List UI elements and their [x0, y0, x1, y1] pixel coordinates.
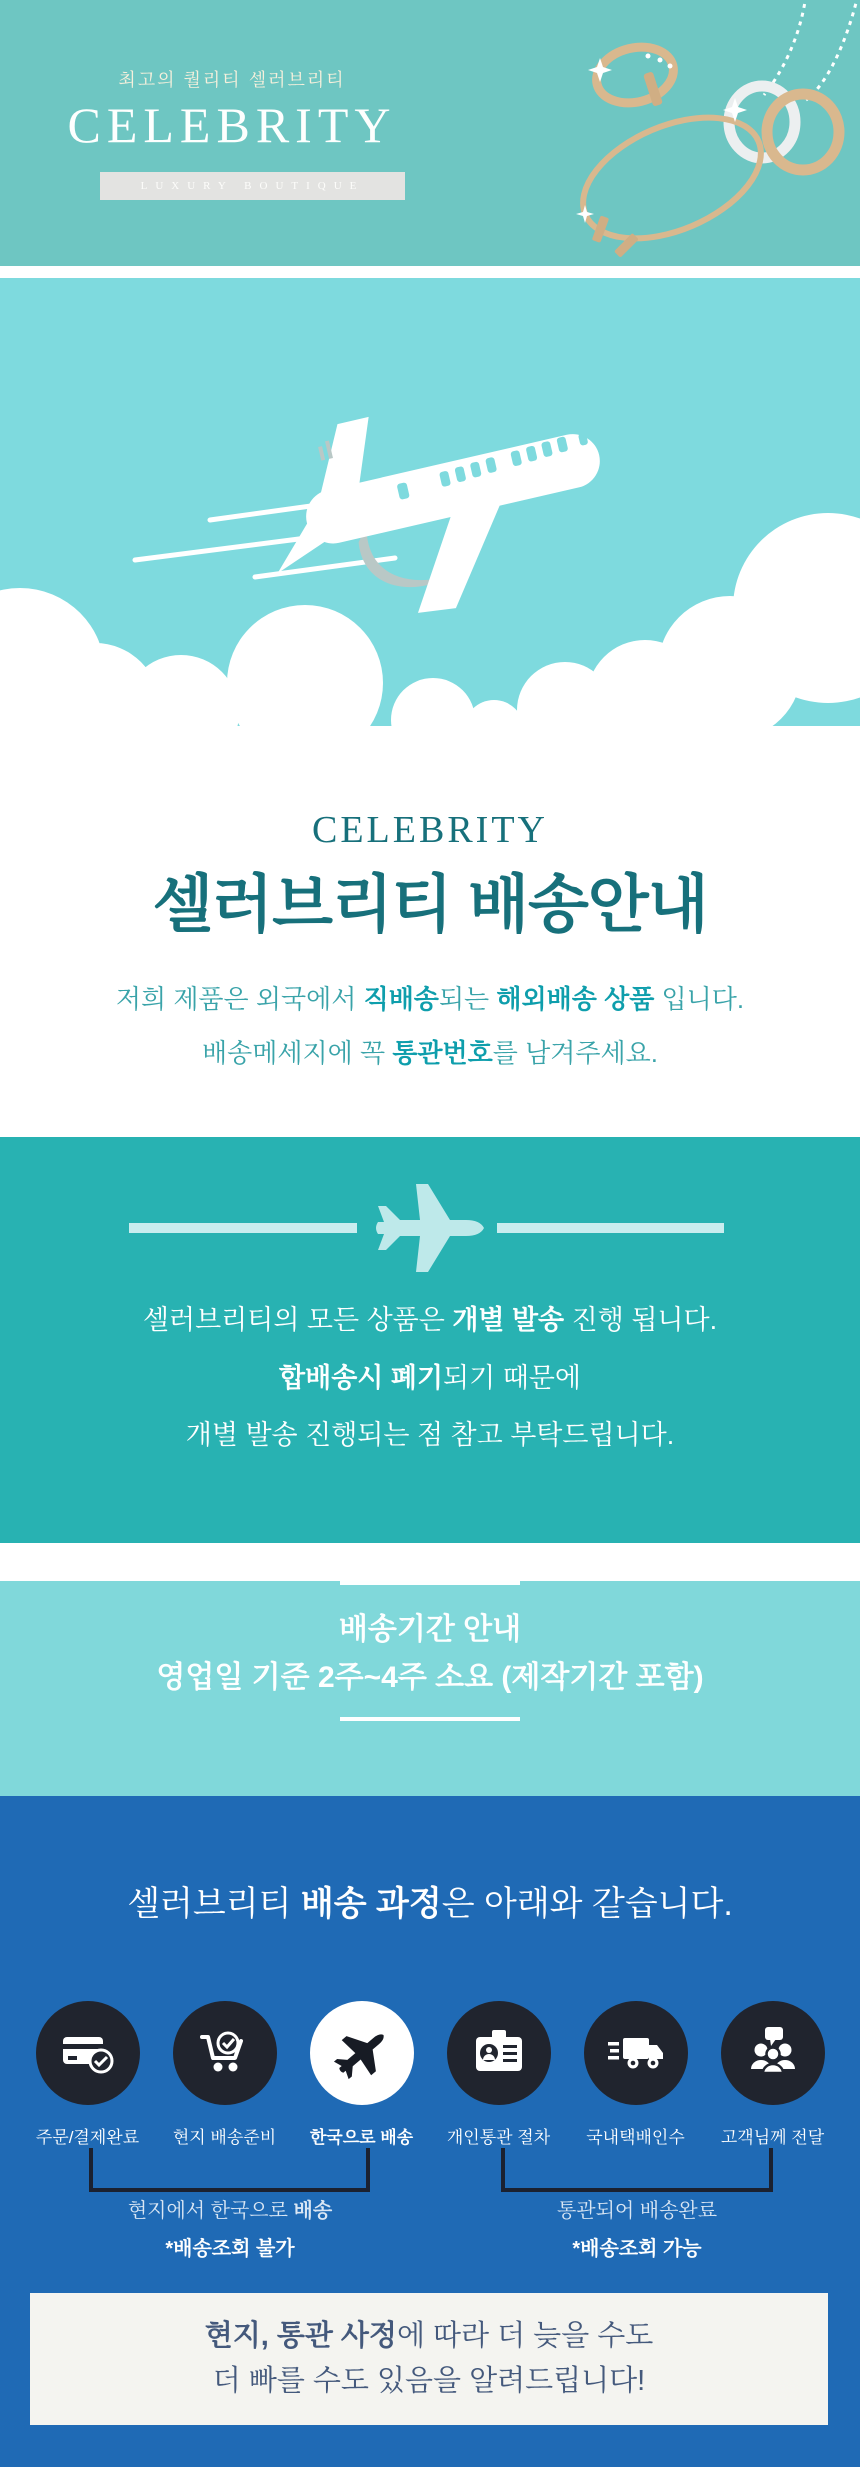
intro-paragraph-1: 저희 제품은 외국에서 직배송되는 해외배송 상품 입니다.: [115, 984, 745, 1014]
individual-line-3: 개별 발송 진행되는 점 참고 부탁드립니다.: [185, 1420, 675, 1450]
airplane-icon: [330, 2021, 394, 2085]
notice-line-1: 현지, 통관 사정에 따라 더 늦을 수도: [204, 2320, 654, 2352]
intro-paragraph-2: 배송메세지에 꼭 통관번호를 남겨주세요.: [202, 1038, 658, 1068]
diamond-ring: [591, 39, 680, 110]
step-label: 개인통관 절차: [446, 2128, 551, 2147]
process-steps: [0, 2001, 860, 2148]
people-chat-icon: [744, 2024, 802, 2082]
step-ship-to-korea: [310, 2001, 414, 2148]
individual-shipping-section: [0, 1137, 860, 1543]
delivery-notice-box: [30, 2293, 828, 2425]
brand-logo: CELEBRITY: [67, 97, 397, 153]
group1-note: *배송조회 불가: [165, 2238, 295, 2260]
period-heading: 배송기간 안내: [338, 1613, 522, 1646]
step-label: 한국으로 배송: [309, 2128, 414, 2147]
group1-caption: [50, 2198, 410, 2262]
step-label: 주문/결제완료: [35, 2128, 140, 2147]
airplane-icon: [376, 1184, 484, 1272]
airplane-divider: [0, 1137, 860, 1317]
airplane-sky-banner: [0, 278, 860, 790]
individual-line-1: 셀러브리티의 모든 상품은 개별 발송 진행 됩니다.: [142, 1305, 718, 1335]
intro-brand: CELEBRITY: [312, 809, 548, 851]
individual-shipping-text: [0, 1297, 860, 1458]
credit-card-check-icon: [59, 2024, 117, 2082]
delivery-period-section: [0, 1581, 860, 1796]
step-label: 국내택배인수: [586, 2128, 685, 2147]
step-domestic-courier: [584, 2001, 688, 2148]
notice-line-2: 더 빠를 수도 있음을 알려드립니다!: [212, 2365, 646, 2397]
brand-tagline: 최고의 퀄리티 셀러브리티: [118, 70, 346, 90]
group2-note: *배송조회 가능: [572, 2238, 702, 2260]
group2-caption: [457, 2198, 817, 2262]
divider-line: [340, 1717, 520, 1721]
gold-ring: [767, 94, 839, 170]
brand-badge: LUXURY BOUTIQUE: [100, 172, 405, 200]
delivery-process-section: [0, 1796, 860, 2467]
step-customs-clearance: [447, 2001, 551, 2148]
individual-line-2: 합배송시 폐기되기 때문에: [279, 1363, 581, 1393]
process-title: 셀러브리티 배송 과정은 아래와 같습니다.: [127, 1885, 733, 1923]
step-label: 현지 배송준비: [172, 2128, 277, 2147]
period-detail: 영업일 기준 2주~4주 소요 (제작기간 포함): [156, 1661, 704, 1694]
necklace-chain: [764, 0, 806, 95]
group2-line: 통관되어 배송완료: [556, 2200, 718, 2222]
step-group-brackets: [0, 2148, 860, 2196]
delivery-intro-section: [0, 790, 860, 1137]
page-title: 셀러브리티 배송안내: [152, 870, 708, 940]
section-gap: [0, 266, 860, 278]
group1-line: 현지에서 한국으로 배송: [127, 2200, 333, 2222]
step-local-preparation: [173, 2001, 277, 2148]
id-card-icon: [470, 2024, 528, 2082]
cart-check-icon: [196, 2024, 254, 2082]
brand-header: [0, 0, 860, 266]
step-label: 고객님께 전달: [720, 2128, 825, 2147]
step-order-payment: [36, 2001, 140, 2148]
airplane-clouds-illustration: [0, 278, 860, 790]
divider-line: [340, 1581, 520, 1585]
step-deliver-to-customer: [721, 2001, 825, 2148]
delivery-truck-icon: [607, 2024, 665, 2082]
